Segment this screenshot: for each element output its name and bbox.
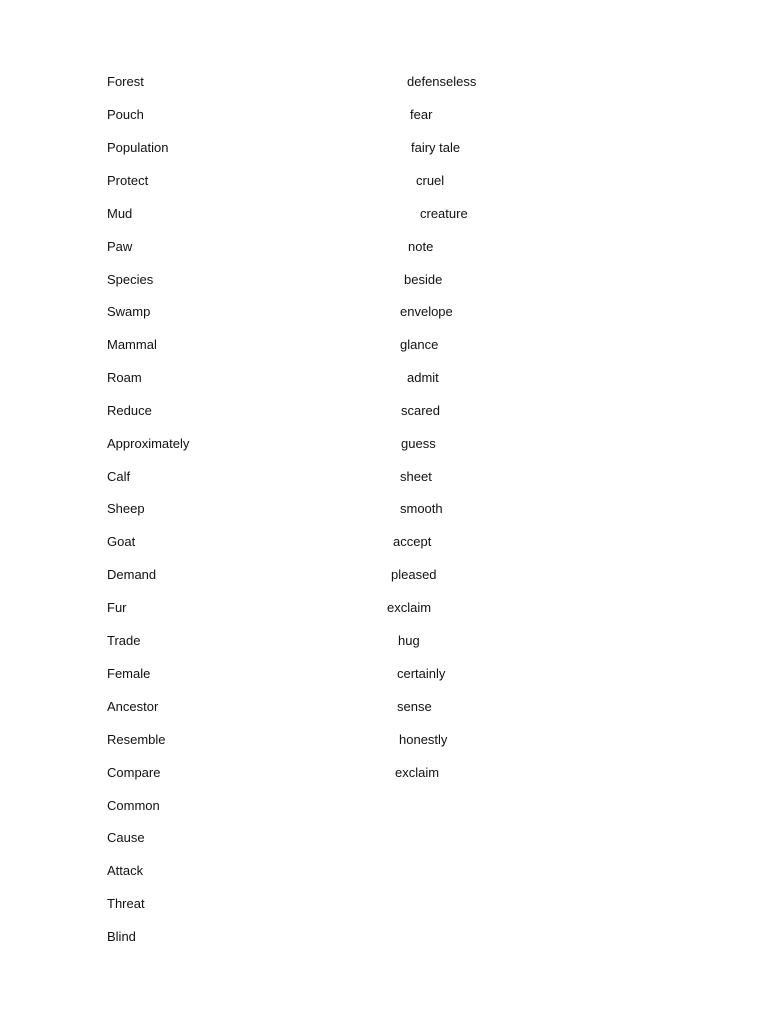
right-word: envelope: [400, 304, 453, 319]
left-word: Mammal: [107, 337, 157, 352]
left-word: Demand: [107, 567, 157, 582]
right-word: exclaim: [395, 765, 440, 780]
right-word: hug: [398, 633, 420, 648]
right-word: fairy tale: [411, 140, 461, 155]
right-word: sense: [397, 699, 432, 714]
right-word: guess: [401, 436, 436, 451]
left-word: Species: [107, 272, 154, 287]
right-word: creature: [420, 206, 468, 221]
left-word: Common: [107, 798, 160, 813]
left-word: Pouch: [107, 107, 144, 122]
right-word: accept: [393, 534, 432, 549]
left-word: Protect: [107, 173, 149, 188]
right-word: exclaim: [387, 600, 432, 615]
right-word: pleased: [391, 567, 437, 582]
left-word: Resemble: [107, 732, 166, 747]
left-word: Ancestor: [107, 699, 159, 714]
left-word: Fur: [107, 600, 127, 615]
left-word: Compare: [107, 765, 161, 780]
left-word: Forest: [107, 74, 144, 89]
left-word: Cause: [107, 830, 145, 845]
right-word: cruel: [416, 173, 445, 188]
right-word: scared: [401, 403, 441, 418]
right-word: note: [408, 239, 434, 254]
left-word: Blind: [107, 929, 136, 944]
left-word: Paw: [107, 239, 133, 254]
left-word: Mud: [107, 206, 133, 221]
right-word: smooth: [400, 501, 443, 516]
right-word: certainly: [397, 666, 446, 681]
left-word: Approximately: [107, 436, 190, 451]
left-word: Female: [107, 666, 151, 681]
right-word: honestly: [399, 732, 448, 747]
left-word: Goat: [107, 534, 136, 549]
left-word: Population: [107, 140, 169, 155]
left-word: Trade: [107, 633, 141, 648]
right-word: beside: [404, 272, 443, 287]
right-word: glance: [400, 337, 439, 352]
right-word: admit: [407, 370, 439, 385]
left-word: Reduce: [107, 403, 152, 418]
right-word: sheet: [400, 469, 432, 484]
right-word: defenseless: [407, 74, 477, 89]
left-word: Threat: [107, 896, 145, 911]
left-word: Attack: [107, 863, 144, 878]
left-word: Calf: [107, 469, 131, 484]
left-word: Swamp: [107, 304, 151, 319]
left-word: Roam: [107, 370, 142, 385]
left-word: Sheep: [107, 501, 145, 516]
right-word: fear: [410, 107, 433, 122]
